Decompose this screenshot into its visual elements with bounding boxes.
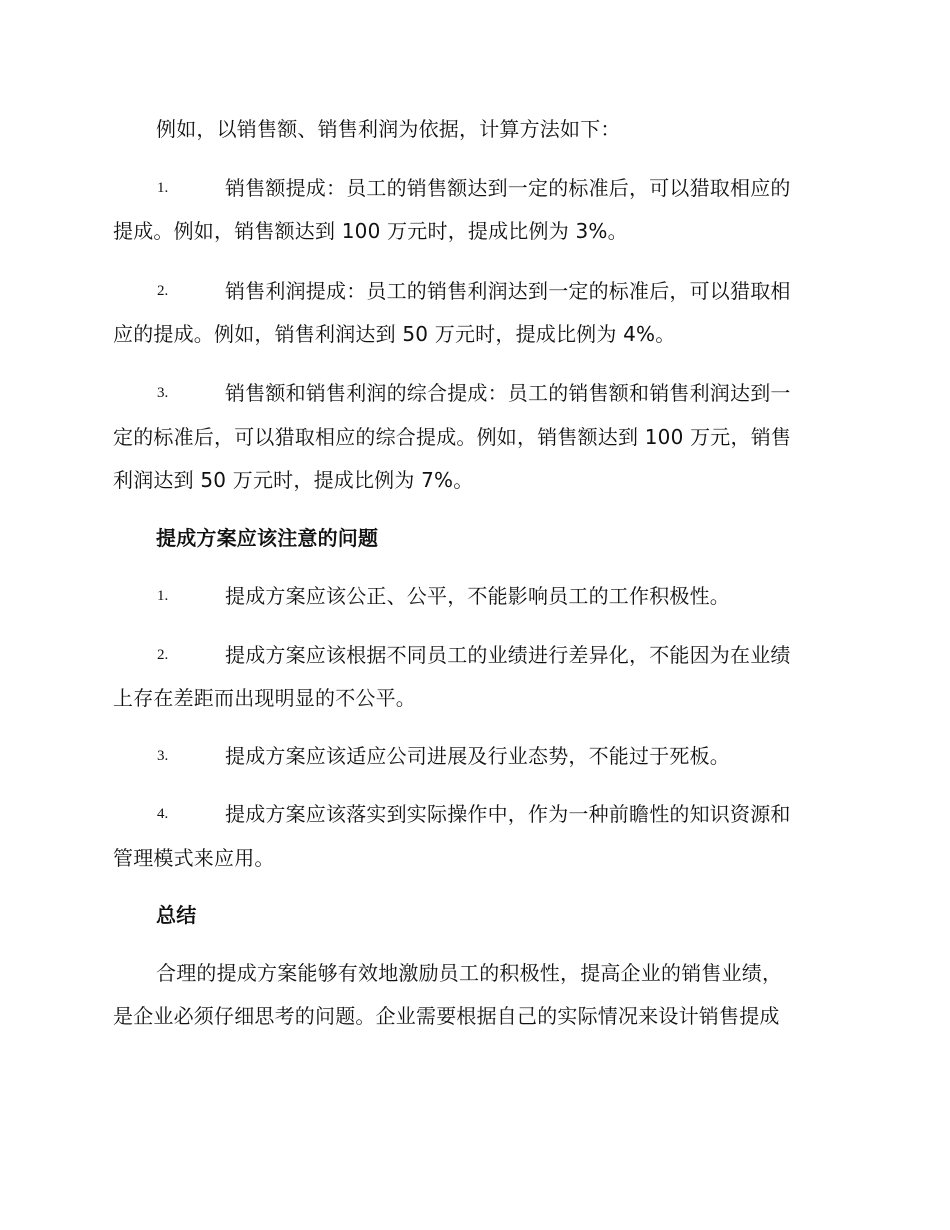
- list-item-text: 提成方案应该根据不同员工的业绩进行差异化，不能因为在业绩: [225, 643, 791, 667]
- list-item-text: 销售额和销售利润的综合提成：员工的销售额和销售利润达到一: [225, 381, 791, 405]
- list-item-text: 销售额提成：员工的销售额达到一定的标准后，可以猎取相应的: [225, 176, 791, 200]
- list-number: 1.: [157, 180, 169, 196]
- list-item-text: 上存在差距而出现明显的不公平。: [113, 686, 416, 710]
- list-number: 1.: [157, 588, 169, 604]
- list-item-text: 应的提成。例如，销售利润达到 50 万元时，提成比例为 4%。: [113, 322, 676, 346]
- list-number: 4.: [157, 806, 169, 822]
- list-item-text: 提成。例如，销售额达到 100 万元时，提成比例为 3%。: [113, 219, 628, 243]
- section-heading: 总结: [156, 903, 197, 927]
- list-number: 3.: [157, 385, 169, 401]
- list-item-text: 提成方案应该公正、公平，不能影响员工的工作积极性。: [225, 584, 730, 608]
- summary-paragraph: 是企业必须仔细思考的问题。企业需要根据自己的实际情况来设计销售提成: [113, 1004, 780, 1028]
- list-number: 3.: [157, 748, 169, 764]
- list-item-text: 管理模式来应用。: [113, 846, 275, 870]
- list-item-text: 利润达到 50 万元时，提成比例为 7%。: [113, 468, 474, 492]
- list-number: 2.: [157, 647, 169, 663]
- list-item-text: 提成方案应该落实到实际操作中，作为一种前瞻性的知识资源和: [225, 802, 791, 826]
- list-item-text: 销售利润提成：员工的销售利润达到一定的标准后，可以猎取相: [225, 279, 791, 303]
- list-number: 2.: [157, 283, 169, 299]
- list-item-text: 定的标准后，可以猎取相应的综合提成。例如，销售额达到 100 万元，销售: [113, 425, 792, 449]
- summary-paragraph: 合理的提成方案能够有效地激励员工的积极性，提高企业的销售业绩，: [156, 961, 783, 985]
- section-heading: 提成方案应该注意的问题: [156, 526, 379, 550]
- list-item-text: 提成方案应该适应公司进展及行业态势，不能过于死板。: [225, 744, 730, 768]
- intro-paragraph: 例如，以销售额、销售利润为依据，计算方法如下：: [156, 117, 621, 141]
